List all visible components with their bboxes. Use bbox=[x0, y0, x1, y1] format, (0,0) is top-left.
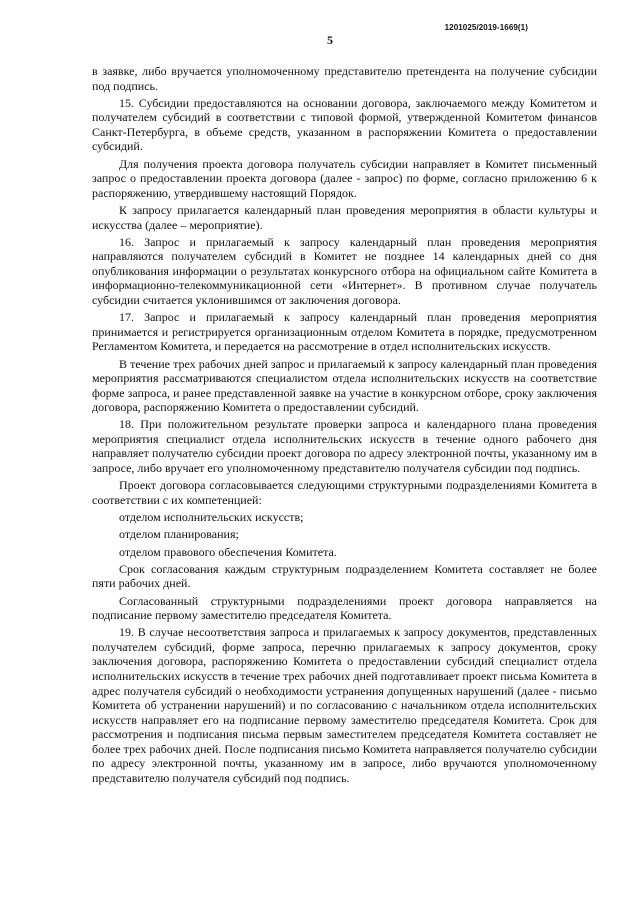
paragraph: Для получения проекта договора получатель субсидии направляет в Комитет письменный запрос о предоставлении проекта договора (далее - запрос) по форме, согласно приложению 6 к распоряжению, утвердившему настоящий Порядок. bbox=[92, 156, 597, 200]
paragraph: Согласованный структурными подразделениями проект договора направляется на подписание первому заместителю председателя Комитета. bbox=[92, 593, 597, 623]
paragraph: К запросу прилагается календарный план проведения мероприятия в области культуры и искусства (далее – мероприятие). bbox=[92, 202, 597, 232]
paragraph: 15. Субсидии предоставляются на основании договора, заключаемого между Комитетом и получателем субсидий в соответствии с типовой формой, утвержденной Комитетом финансов Санкт-Петербурга, в объеме средств, указанном в распоряжении Комитета о предоставлении субсидий. bbox=[92, 95, 597, 154]
paragraph: Проект договора согласовывается следующими структурными подразделениями Комитета в соответствии с их компетенцией: bbox=[92, 478, 597, 507]
page-number: 5 bbox=[327, 33, 333, 47]
document-body bbox=[92, 64, 597, 788]
list-item: отделом исполнительских искусств; bbox=[119, 510, 304, 525]
paragraph: 19. В случае несоответствия запроса и прилагаемых к запросу документов, представленных получателем субсидий, форме запроса, перечню прилагаемых к запросу документов, сроку заключения договора, распоряжению Комитета о предоставлении субсидий специалист отдела исполнительских искусств в течение трех рабочих дней подготавливает проект письма Комитета в адрес получателя субсидий о необходимости устранения допущенных нарушений (далее - письмо Комитета об устранении нарушений) и по согласованию с начальником отдела исполнительских искусств направляет его на подписание первому заместителю председателя Комитета. Срок для рассмотрения и подписания письма первым заместителем председателя Комитета составляет не более трех рабочих дней. После подписания письмо Комитета направляется получателю субсидии по адресу электронной почты, указанному им в запросе, либо вручаются уполномоченному представителю получателя субсидий под подпись. bbox=[92, 625, 597, 785]
list-item: отделом планирования; bbox=[119, 527, 239, 542]
paragraph: В течение трех рабочих дней запрос и прилагаемый к запросу календарный план проведения мероприятия рассматриваются специалистом отдела исполнительских искусств на соответствие форме запроса, и ранее представленной заявке на участие в конкурсном отборе, сроку заключения договора, распоряжению Комитета о предоставлении субсидий. bbox=[92, 356, 597, 415]
list-item: отделом правового обеспечения Комитета. bbox=[119, 544, 337, 559]
paragraph: 18. При положительном результате проверки запроса и календарного плана проведения мероприятия специалист отдела исполнительских искусств в течение одного рабочего дня направляет получателю субсидии проект договора по адресу электронной почты, указанному им в запросе, либо вручает его уполномоченному представителю получателя субсидии под подпись. bbox=[92, 417, 597, 476]
paragraph: Срок согласования каждым структурным подразделением Комитета составляет не более пяти рабочих дней. bbox=[92, 561, 597, 591]
document-number: 1201025/2019-1669(1) bbox=[444, 23, 528, 32]
paragraph: в заявке, либо вручается уполномоченному представителю претендента на получение субсидии под подпись. bbox=[92, 64, 597, 93]
paragraph: 16. Запрос и прилагаемый к запросу календарный план проведения мероприятия направляются получателем субсидий в Комитет не позднее 14 календарных дней со дня опубликования информации о результатах конкурсного отбора на официальном сайте Комитета в информационно-телекоммуникационной сети «Интернет». В противном случае получатель субсидии считается уклонившимся от заключения договора. bbox=[92, 234, 597, 307]
paragraph: 17. Запрос и прилагаемый к запросу календарный план проведения мероприятия принимается и регистрируется организационным отделом Комитета в порядке, предусмотренном Регламентом Комитета, и передается на рассмотрение в отдел исполнительских искусств. bbox=[92, 310, 597, 354]
